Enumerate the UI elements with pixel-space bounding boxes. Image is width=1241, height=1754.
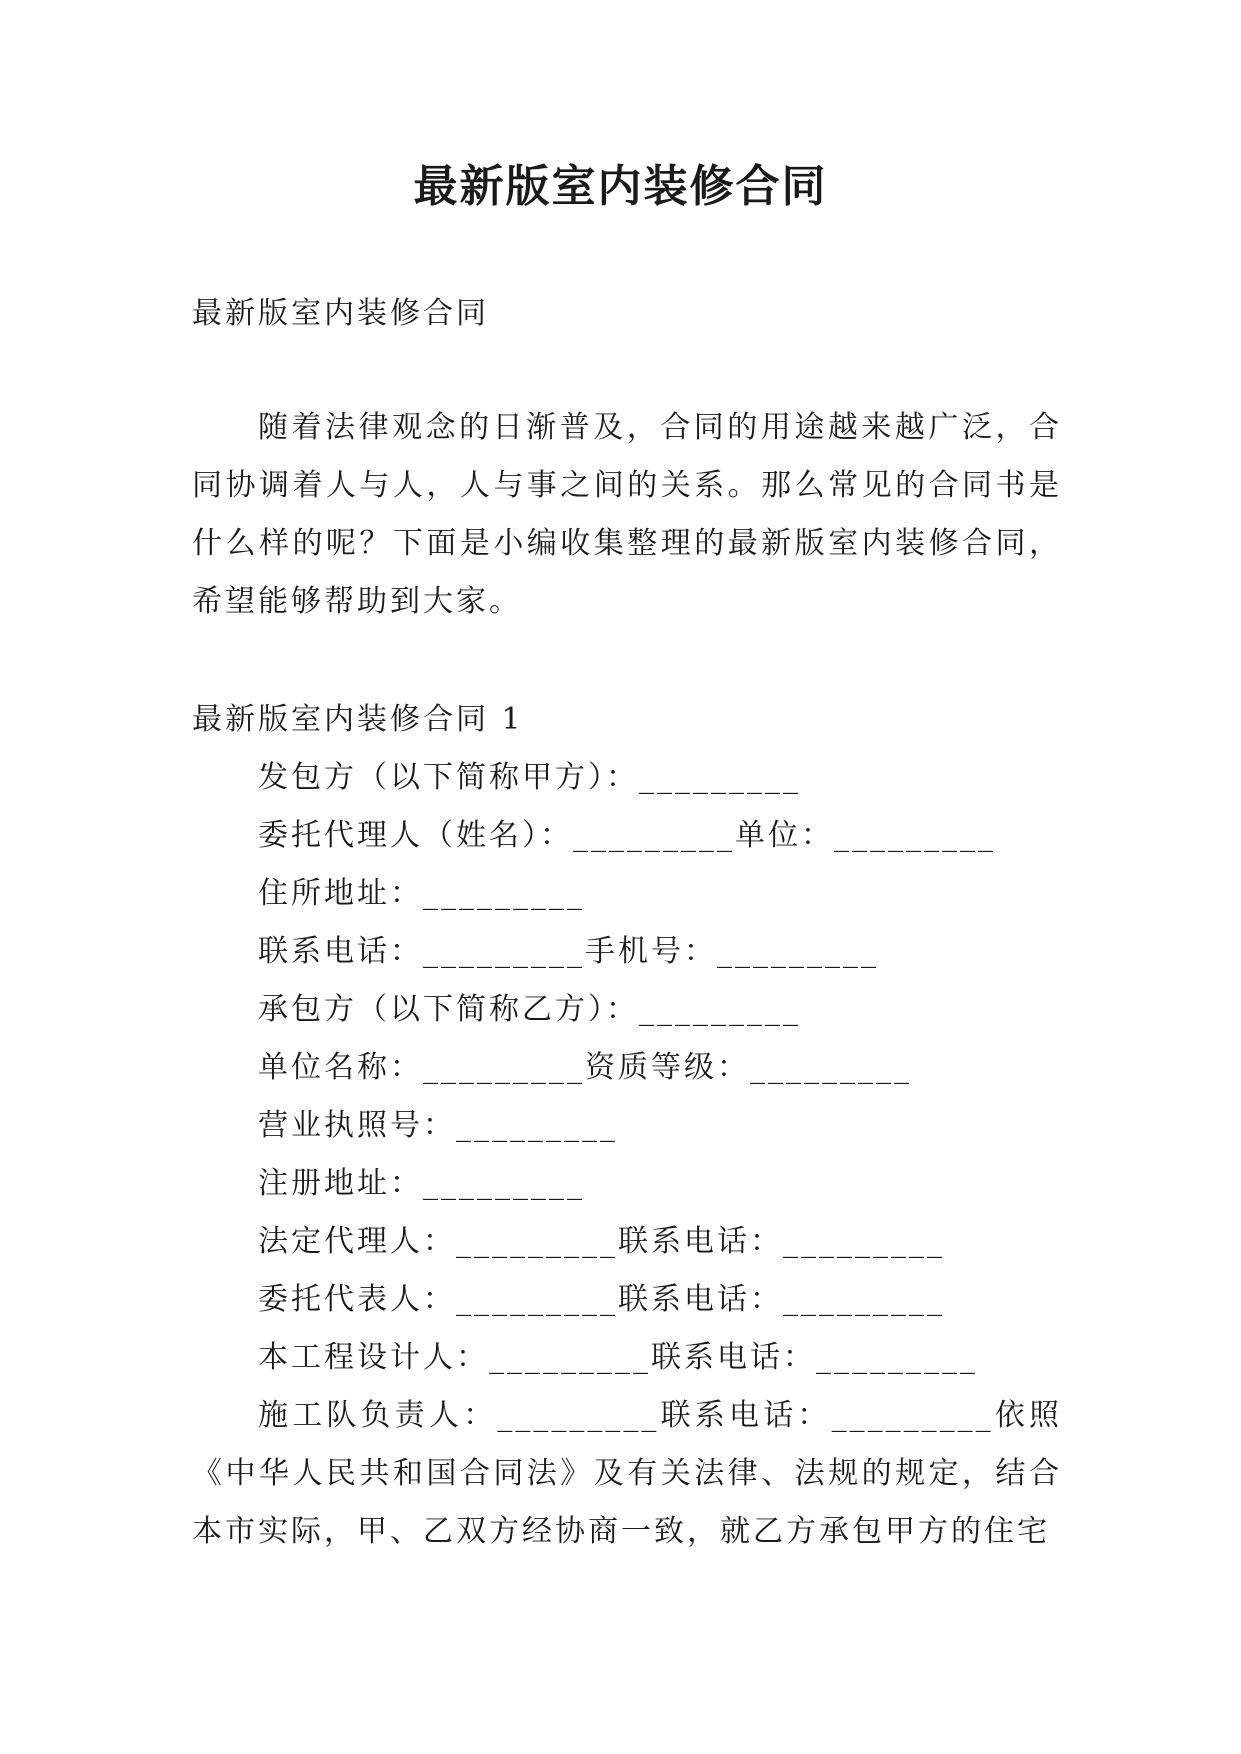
- field-line-delegate: 委托代表人：_________联系电话：_________: [258, 1282, 945, 1317]
- field-line-contractor: 承包方（以下简称乙方）：_________: [258, 992, 801, 1027]
- field-line-phone: 联系电话：_________手机号：_________: [258, 934, 879, 969]
- field-line-license: 营业执照号：_________: [258, 1108, 618, 1143]
- field-line-agent: 委托代理人（姓名）：_________单位：_________: [258, 818, 996, 853]
- document-body: [192, 285, 1062, 1561]
- field-line-address: 住所地址：_________: [258, 876, 585, 911]
- field-line-registered-address: 注册地址：_________: [258, 1166, 585, 1201]
- field-line-employer: 发包方（以下简称甲方）：_________: [258, 760, 801, 795]
- field-line-legal-rep: 法定代理人：_________联系电话：_________: [258, 1224, 945, 1259]
- intro-paragraph: 随着法律观念的日渐普及，合同的用途越来越广泛，合同协调着人与人，人与事之间的关系。那么常见的合同书是什么样的呢？下面是小编收集整理的最新版室内装修合同，希望能够帮助到大家。: [192, 410, 1062, 619]
- closing-paragraph: 施工队负责人：_________联系电话：_________依照《中华人民共和国合同法》及有关法律、法规的规定，结合本市实际，甲、乙双方经协商一致，就乙方承包甲方的住宅: [192, 1398, 1062, 1549]
- party-field-list: [192, 749, 1062, 1387]
- field-line-designer: 本工程设计人：_________联系电话：_________: [258, 1340, 978, 1375]
- document-title: 最新版室内装修合同: [413, 161, 828, 212]
- field-line-company-name: 单位名称：_________资质等级：_________: [258, 1050, 912, 1085]
- section-heading: 最新版室内装修合同 1: [192, 702, 524, 737]
- document-subtitle: 最新版室内装修合同: [192, 296, 489, 331]
